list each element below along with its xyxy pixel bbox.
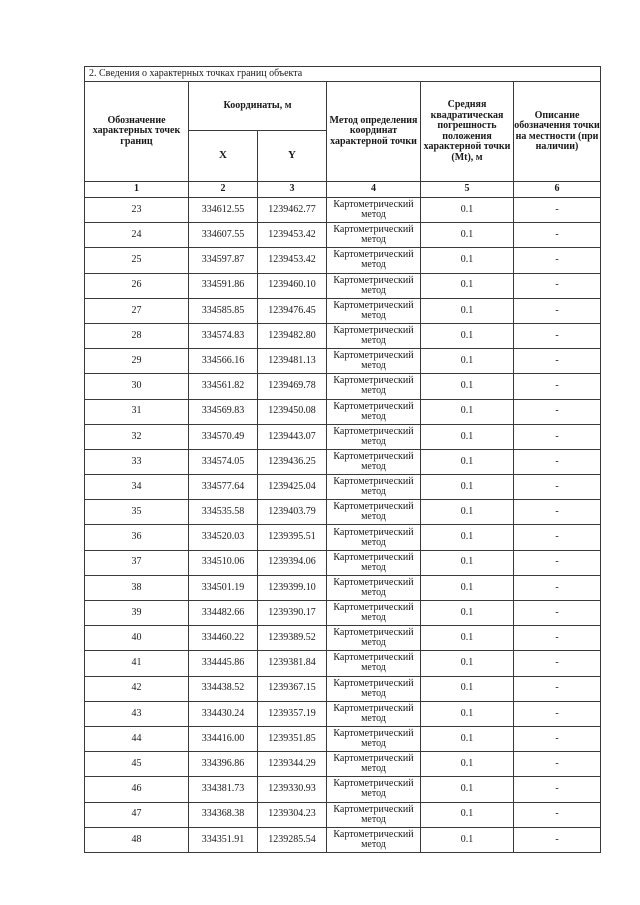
method-cell: Картометрический метод bbox=[327, 651, 421, 676]
mt-cell: 0.1 bbox=[421, 701, 514, 726]
description-cell: - bbox=[514, 323, 601, 348]
point-number-cell: 47 bbox=[85, 802, 189, 827]
point-number-cell: 45 bbox=[85, 752, 189, 777]
mt-cell: 0.1 bbox=[421, 827, 514, 852]
point-number-cell: 24 bbox=[85, 223, 189, 248]
description-cell: - bbox=[514, 601, 601, 626]
x-coordinate-cell: 334396.86 bbox=[189, 752, 258, 777]
method-cell: Картометрический метод bbox=[327, 248, 421, 273]
y-coordinate-cell: 1239367.15 bbox=[258, 676, 327, 701]
x-coordinate-cell: 334430.24 bbox=[189, 701, 258, 726]
y-coordinate-cell: 1239462.77 bbox=[258, 198, 327, 223]
column-number: 2 bbox=[189, 182, 258, 198]
section-title: 2. Сведения о характерных точках границ объекта bbox=[85, 67, 601, 82]
y-coordinate-cell: 1239453.42 bbox=[258, 223, 327, 248]
column-number: 3 bbox=[258, 182, 327, 198]
header-designation: Обозначение характерных точек границ bbox=[85, 82, 189, 182]
point-number-cell: 44 bbox=[85, 726, 189, 751]
method-cell: Картометрический метод bbox=[327, 626, 421, 651]
x-coordinate-cell: 334585.85 bbox=[189, 298, 258, 323]
x-coordinate-cell: 334438.52 bbox=[189, 676, 258, 701]
x-coordinate-cell: 334510.06 bbox=[189, 550, 258, 575]
y-coordinate-cell: 1239403.79 bbox=[258, 500, 327, 525]
description-cell: - bbox=[514, 500, 601, 525]
mt-cell: 0.1 bbox=[421, 626, 514, 651]
table-row bbox=[85, 626, 601, 651]
x-coordinate-cell: 334569.83 bbox=[189, 399, 258, 424]
y-coordinate-cell: 1239304.23 bbox=[258, 802, 327, 827]
method-cell: Картометрический метод bbox=[327, 424, 421, 449]
boundary-points-table bbox=[84, 66, 601, 853]
table-body bbox=[85, 198, 601, 853]
point-number-cell: 36 bbox=[85, 525, 189, 550]
mt-cell: 0.1 bbox=[421, 651, 514, 676]
table-row bbox=[85, 349, 601, 374]
x-coordinate-cell: 334351.91 bbox=[189, 827, 258, 852]
table-row bbox=[85, 399, 601, 424]
method-cell: Картометрический метод bbox=[327, 475, 421, 500]
method-cell: Картометрический метод bbox=[327, 273, 421, 298]
table-row bbox=[85, 323, 601, 348]
method-cell: Картометрический метод bbox=[327, 525, 421, 550]
point-number-cell: 26 bbox=[85, 273, 189, 298]
x-coordinate-cell: 334520.03 bbox=[189, 525, 258, 550]
table-row bbox=[85, 424, 601, 449]
table-row bbox=[85, 701, 601, 726]
x-coordinate-cell: 334570.49 bbox=[189, 424, 258, 449]
description-cell: - bbox=[514, 701, 601, 726]
method-cell: Картометрический метод bbox=[327, 223, 421, 248]
table-row bbox=[85, 298, 601, 323]
table-row bbox=[85, 550, 601, 575]
description-cell: - bbox=[514, 802, 601, 827]
header-y: Y bbox=[258, 131, 327, 182]
table-row bbox=[85, 248, 601, 273]
y-coordinate-cell: 1239351.85 bbox=[258, 726, 327, 751]
y-coordinate-cell: 1239389.52 bbox=[258, 626, 327, 651]
method-cell: Картометрический метод bbox=[327, 323, 421, 348]
method-cell: Картометрический метод bbox=[327, 399, 421, 424]
header-mse: Средняя квадратическая погрешность положения характерной точки (Мt), м bbox=[421, 82, 514, 182]
y-coordinate-cell: 1239450.08 bbox=[258, 399, 327, 424]
mt-cell: 0.1 bbox=[421, 323, 514, 348]
mt-cell: 0.1 bbox=[421, 198, 514, 223]
x-coordinate-cell: 334416.00 bbox=[189, 726, 258, 751]
x-coordinate-cell: 334561.82 bbox=[189, 374, 258, 399]
description-cell: - bbox=[514, 424, 601, 449]
description-cell: - bbox=[514, 349, 601, 374]
x-coordinate-cell: 334597.87 bbox=[189, 248, 258, 273]
description-cell: - bbox=[514, 223, 601, 248]
column-number: 1 bbox=[85, 182, 189, 198]
method-cell: Картометрический метод bbox=[327, 198, 421, 223]
y-coordinate-cell: 1239399.10 bbox=[258, 575, 327, 600]
table-row bbox=[85, 575, 601, 600]
point-number-cell: 33 bbox=[85, 449, 189, 474]
description-cell: - bbox=[514, 298, 601, 323]
mt-cell: 0.1 bbox=[421, 752, 514, 777]
mt-cell: 0.1 bbox=[421, 399, 514, 424]
header-coordinates: Координаты, м bbox=[189, 82, 327, 131]
point-number-cell: 29 bbox=[85, 349, 189, 374]
mt-cell: 0.1 bbox=[421, 802, 514, 827]
point-number-cell: 41 bbox=[85, 651, 189, 676]
table-row bbox=[85, 525, 601, 550]
table-row bbox=[85, 223, 601, 248]
x-coordinate-cell: 334482.66 bbox=[189, 601, 258, 626]
description-cell: - bbox=[514, 550, 601, 575]
column-number: 5 bbox=[421, 182, 514, 198]
point-number-cell: 43 bbox=[85, 701, 189, 726]
description-cell: - bbox=[514, 827, 601, 852]
mt-cell: 0.1 bbox=[421, 475, 514, 500]
method-cell: Картометрический метод bbox=[327, 349, 421, 374]
y-coordinate-cell: 1239476.45 bbox=[258, 298, 327, 323]
y-coordinate-cell: 1239443.07 bbox=[258, 424, 327, 449]
description-cell: - bbox=[514, 777, 601, 802]
table-row bbox=[85, 676, 601, 701]
column-number: 6 bbox=[514, 182, 601, 198]
x-coordinate-cell: 334574.05 bbox=[189, 449, 258, 474]
y-coordinate-cell: 1239381.84 bbox=[258, 651, 327, 676]
mt-cell: 0.1 bbox=[421, 223, 514, 248]
point-number-cell: 46 bbox=[85, 777, 189, 802]
x-coordinate-cell: 334460.22 bbox=[189, 626, 258, 651]
method-cell: Картометрический метод bbox=[327, 374, 421, 399]
mt-cell: 0.1 bbox=[421, 449, 514, 474]
mt-cell: 0.1 bbox=[421, 777, 514, 802]
method-cell: Картометрический метод bbox=[327, 752, 421, 777]
mt-cell: 0.1 bbox=[421, 550, 514, 575]
x-coordinate-cell: 334612.55 bbox=[189, 198, 258, 223]
table-row bbox=[85, 198, 601, 223]
point-number-cell: 48 bbox=[85, 827, 189, 852]
point-number-cell: 31 bbox=[85, 399, 189, 424]
y-coordinate-cell: 1239344.29 bbox=[258, 752, 327, 777]
header-method: Метод определения координат характерной точки bbox=[327, 82, 421, 182]
column-number: 4 bbox=[327, 182, 421, 198]
document-sheet bbox=[84, 66, 600, 853]
table-row bbox=[85, 777, 601, 802]
header-row bbox=[85, 82, 601, 131]
point-number-cell: 39 bbox=[85, 601, 189, 626]
mt-cell: 0.1 bbox=[421, 601, 514, 626]
table-row bbox=[85, 449, 601, 474]
x-coordinate-cell: 334445.86 bbox=[189, 651, 258, 676]
description-cell: - bbox=[514, 475, 601, 500]
description-cell: - bbox=[514, 399, 601, 424]
method-cell: Картометрический метод bbox=[327, 500, 421, 525]
y-coordinate-cell: 1239481.13 bbox=[258, 349, 327, 374]
y-coordinate-cell: 1239285.54 bbox=[258, 827, 327, 852]
y-coordinate-cell: 1239460.10 bbox=[258, 273, 327, 298]
description-cell: - bbox=[514, 273, 601, 298]
mt-cell: 0.1 bbox=[421, 500, 514, 525]
y-coordinate-cell: 1239469.78 bbox=[258, 374, 327, 399]
x-coordinate-cell: 334381.73 bbox=[189, 777, 258, 802]
point-number-cell: 34 bbox=[85, 475, 189, 500]
table-row bbox=[85, 475, 601, 500]
point-number-cell: 35 bbox=[85, 500, 189, 525]
mt-cell: 0.1 bbox=[421, 349, 514, 374]
description-cell: - bbox=[514, 651, 601, 676]
method-cell: Картометрический метод bbox=[327, 575, 421, 600]
y-coordinate-cell: 1239357.19 bbox=[258, 701, 327, 726]
point-number-cell: 42 bbox=[85, 676, 189, 701]
y-coordinate-cell: 1239330.93 bbox=[258, 777, 327, 802]
method-cell: Картометрический метод bbox=[327, 802, 421, 827]
header-description: Описание обозначения точки на местности (при наличии) bbox=[514, 82, 601, 182]
description-cell: - bbox=[514, 752, 601, 777]
mt-cell: 0.1 bbox=[421, 726, 514, 751]
mt-cell: 0.1 bbox=[421, 676, 514, 701]
point-number-cell: 32 bbox=[85, 424, 189, 449]
method-cell: Картометрический метод bbox=[327, 601, 421, 626]
point-number-cell: 40 bbox=[85, 626, 189, 651]
y-coordinate-cell: 1239394.06 bbox=[258, 550, 327, 575]
table-row bbox=[85, 726, 601, 751]
table-row bbox=[85, 374, 601, 399]
y-coordinate-cell: 1239395.51 bbox=[258, 525, 327, 550]
description-cell: - bbox=[514, 525, 601, 550]
mt-cell: 0.1 bbox=[421, 374, 514, 399]
description-cell: - bbox=[514, 449, 601, 474]
point-number-cell: 37 bbox=[85, 550, 189, 575]
method-cell: Картометрический метод bbox=[327, 298, 421, 323]
table-row bbox=[85, 500, 601, 525]
x-coordinate-cell: 334566.16 bbox=[189, 349, 258, 374]
table-row bbox=[85, 802, 601, 827]
description-cell: - bbox=[514, 248, 601, 273]
header-x: X bbox=[189, 131, 258, 182]
method-cell: Картометрический метод bbox=[327, 827, 421, 852]
mt-cell: 0.1 bbox=[421, 525, 514, 550]
description-cell: - bbox=[514, 575, 601, 600]
section-title-row bbox=[85, 67, 601, 82]
point-number-cell: 28 bbox=[85, 323, 189, 348]
point-number-cell: 30 bbox=[85, 374, 189, 399]
table-row bbox=[85, 752, 601, 777]
column-number-row bbox=[85, 182, 601, 198]
description-cell: - bbox=[514, 676, 601, 701]
method-cell: Картометрический метод bbox=[327, 550, 421, 575]
description-cell: - bbox=[514, 626, 601, 651]
method-cell: Картометрический метод bbox=[327, 777, 421, 802]
x-coordinate-cell: 334535.58 bbox=[189, 500, 258, 525]
description-cell: - bbox=[514, 374, 601, 399]
description-cell: - bbox=[514, 198, 601, 223]
x-coordinate-cell: 334368.38 bbox=[189, 802, 258, 827]
x-coordinate-cell: 334501.19 bbox=[189, 575, 258, 600]
y-coordinate-cell: 1239425.04 bbox=[258, 475, 327, 500]
x-coordinate-cell: 334607.55 bbox=[189, 223, 258, 248]
mt-cell: 0.1 bbox=[421, 575, 514, 600]
y-coordinate-cell: 1239482.80 bbox=[258, 323, 327, 348]
x-coordinate-cell: 334577.64 bbox=[189, 475, 258, 500]
method-cell: Картометрический метод bbox=[327, 701, 421, 726]
mt-cell: 0.1 bbox=[421, 298, 514, 323]
table-row bbox=[85, 601, 601, 626]
table-row bbox=[85, 651, 601, 676]
method-cell: Картометрический метод bbox=[327, 676, 421, 701]
y-coordinate-cell: 1239436.25 bbox=[258, 449, 327, 474]
x-coordinate-cell: 334574.83 bbox=[189, 323, 258, 348]
x-coordinate-cell: 334591.86 bbox=[189, 273, 258, 298]
description-cell: - bbox=[514, 726, 601, 751]
point-number-cell: 38 bbox=[85, 575, 189, 600]
y-coordinate-cell: 1239453.42 bbox=[258, 248, 327, 273]
mt-cell: 0.1 bbox=[421, 248, 514, 273]
method-cell: Картометрический метод bbox=[327, 726, 421, 751]
mt-cell: 0.1 bbox=[421, 424, 514, 449]
table-row bbox=[85, 273, 601, 298]
table-row bbox=[85, 827, 601, 852]
y-coordinate-cell: 1239390.17 bbox=[258, 601, 327, 626]
mt-cell: 0.1 bbox=[421, 273, 514, 298]
point-number-cell: 27 bbox=[85, 298, 189, 323]
method-cell: Картометрический метод bbox=[327, 449, 421, 474]
point-number-cell: 25 bbox=[85, 248, 189, 273]
point-number-cell: 23 bbox=[85, 198, 189, 223]
